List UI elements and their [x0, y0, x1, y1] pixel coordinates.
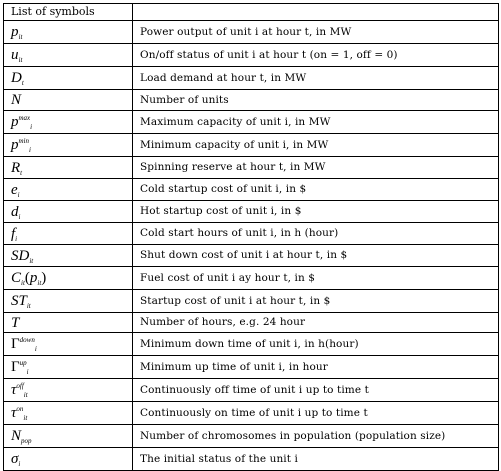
- description-cell: Shut down cost of unit i at hour t, in $: [133, 245, 499, 267]
- symbol-base: D: [11, 70, 22, 86]
- description-cell: Continuously on time of unit i up to time t: [133, 402, 499, 425]
- symbol-subscript: it: [18, 56, 23, 64]
- symbol-cell: [4, 333, 133, 356]
- symbol-cell: [4, 425, 133, 448]
- description-cell: Number of chromosomes in population (population size): [133, 425, 499, 448]
- symbol-subscript: i: [17, 190, 20, 199]
- symbol-superscript: down: [19, 336, 35, 344]
- table-row: [4, 267, 499, 290]
- table-row: [4, 379, 499, 402]
- table-row: [4, 201, 499, 223]
- symbol-cell: [4, 290, 133, 313]
- description-cell: On/off status of unit i at hour t (on = 1, off = 0): [133, 44, 499, 67]
- description-cell: Startup cost of unit i at hour t, in $: [133, 290, 499, 313]
- symbol-superscript: up: [19, 359, 27, 367]
- symbol-superscript: min: [18, 137, 29, 145]
- table-row: [4, 448, 499, 471]
- symbol-base: u: [11, 47, 19, 63]
- symbol-subscript: i: [30, 123, 33, 131]
- symbol-superscript: max: [18, 114, 31, 122]
- symbol-base: ST: [11, 293, 27, 309]
- description-cell: Power output of unit i at hour t, in MW: [133, 21, 499, 44]
- symbols-table: [3, 3, 499, 471]
- description-cell: Cold startup cost of unit i, in $: [133, 179, 499, 201]
- symbol-subscript: it: [21, 279, 25, 287]
- symbol-cell: [4, 134, 133, 157]
- symbol-argument-subscript: it: [37, 279, 42, 287]
- symbol-superscript: off: [16, 382, 24, 390]
- table-row: [4, 356, 499, 379]
- symbol-cell: [4, 179, 133, 201]
- description-cell: Continuously off time of unit i up to time t: [133, 379, 499, 402]
- symbol-cell: [4, 157, 133, 179]
- table-row: [4, 111, 499, 134]
- table-row: [4, 179, 499, 201]
- symbol-cell: [4, 44, 133, 67]
- symbol-base: SD: [11, 247, 30, 264]
- symbol-base: R: [11, 159, 21, 176]
- symbol-base: Γ: [11, 359, 20, 375]
- description-cell: Cold start hours of unit i, in h (hour): [133, 223, 499, 245]
- table-row: [4, 425, 499, 448]
- symbol-base: N: [11, 428, 22, 444]
- description-cell: Minimum up time of unit i, in hour: [133, 356, 499, 379]
- symbol-base: Γ: [11, 336, 20, 352]
- symbol-cell: [4, 356, 133, 379]
- symbol-argument: p: [29, 270, 38, 286]
- table-row: [4, 157, 499, 179]
- symbol-subscript: i: [15, 234, 18, 243]
- symbol-subscript: t: [20, 168, 23, 177]
- symbol-cell: [4, 67, 133, 90]
- table-row: [4, 290, 499, 313]
- table-row: [4, 245, 499, 267]
- symbol-base: σ: [11, 451, 19, 467]
- symbol-cell: [4, 402, 133, 425]
- symbol-cell: [4, 90, 133, 111]
- symbol-subscript: i: [29, 146, 31, 154]
- table-row: [4, 21, 499, 44]
- symbol-cell: [4, 313, 133, 333]
- symbol-subscript: it: [23, 391, 28, 399]
- symbol-base: p: [11, 114, 19, 130]
- table-row: [4, 90, 499, 111]
- symbol-cell: [4, 21, 133, 44]
- symbol-cell: [4, 245, 133, 267]
- description-cell: Number of units: [133, 90, 499, 111]
- symbol-subscript: i: [26, 368, 29, 376]
- symbol-subscript: i: [34, 345, 37, 353]
- symbol-base: d: [11, 203, 19, 220]
- symbol-subscript: i: [18, 212, 21, 221]
- description-cell: Minimum capacity of unit i, in MW: [133, 134, 499, 157]
- symbol-superscript: on: [16, 405, 24, 413]
- table-title: List of symbols: [4, 4, 133, 21]
- description-cell: Number of hours, e.g. 24 hour: [133, 313, 499, 333]
- symbol-base: N: [11, 92, 22, 108]
- table-header-row: [4, 4, 499, 21]
- description-cell: Load demand at hour t, in MW: [133, 67, 499, 90]
- symbol-cell: [4, 379, 133, 402]
- table-row: [4, 333, 499, 356]
- description-cell: Fuel cost of unit i ay hour t, in $: [133, 267, 499, 290]
- symbol-cell: [4, 448, 133, 471]
- symbol-base: p: [11, 24, 19, 40]
- symbol-base: f: [11, 225, 16, 242]
- symbol-subscript: it: [29, 256, 34, 265]
- symbol-subscript: i: [18, 460, 21, 468]
- table-row: [4, 134, 499, 157]
- symbol-base: p: [11, 137, 19, 153]
- table-row: [4, 44, 499, 67]
- symbol-cell: [4, 201, 133, 223]
- table-row: [4, 313, 499, 333]
- symbol-subscript: t: [21, 79, 24, 87]
- description-cell: Maximum capacity of unit i, in MW: [133, 111, 499, 134]
- symbol-subscript: pop: [21, 437, 32, 445]
- symbol-subscript: it: [26, 302, 31, 310]
- symbol-subscript: it: [23, 414, 28, 422]
- description-cell: The initial status of the unit i: [133, 448, 499, 471]
- symbol-cell: [4, 223, 133, 245]
- table-row: [4, 223, 499, 245]
- table-row: [4, 402, 499, 425]
- description-cell: Minimum down time of unit i, in h(hour): [133, 333, 499, 356]
- symbol-cell: $C_{it}(p_{it})$: [4, 267, 133, 290]
- symbol-base: T: [11, 314, 20, 331]
- symbol-cell: [4, 111, 133, 134]
- symbol-base: τ: [11, 405, 17, 421]
- description-cell: Hot startup cost of unit i, in $: [133, 201, 499, 223]
- symbol-base: C: [11, 270, 22, 286]
- symbol-base: e: [11, 181, 18, 198]
- symbol-base: τ: [11, 382, 17, 398]
- description-cell: Spinning reserve at hour t, in MW: [133, 157, 499, 179]
- symbol-subscript: it: [18, 33, 23, 41]
- table-header-empty-cell: [133, 4, 499, 21]
- table-row: [4, 67, 499, 90]
